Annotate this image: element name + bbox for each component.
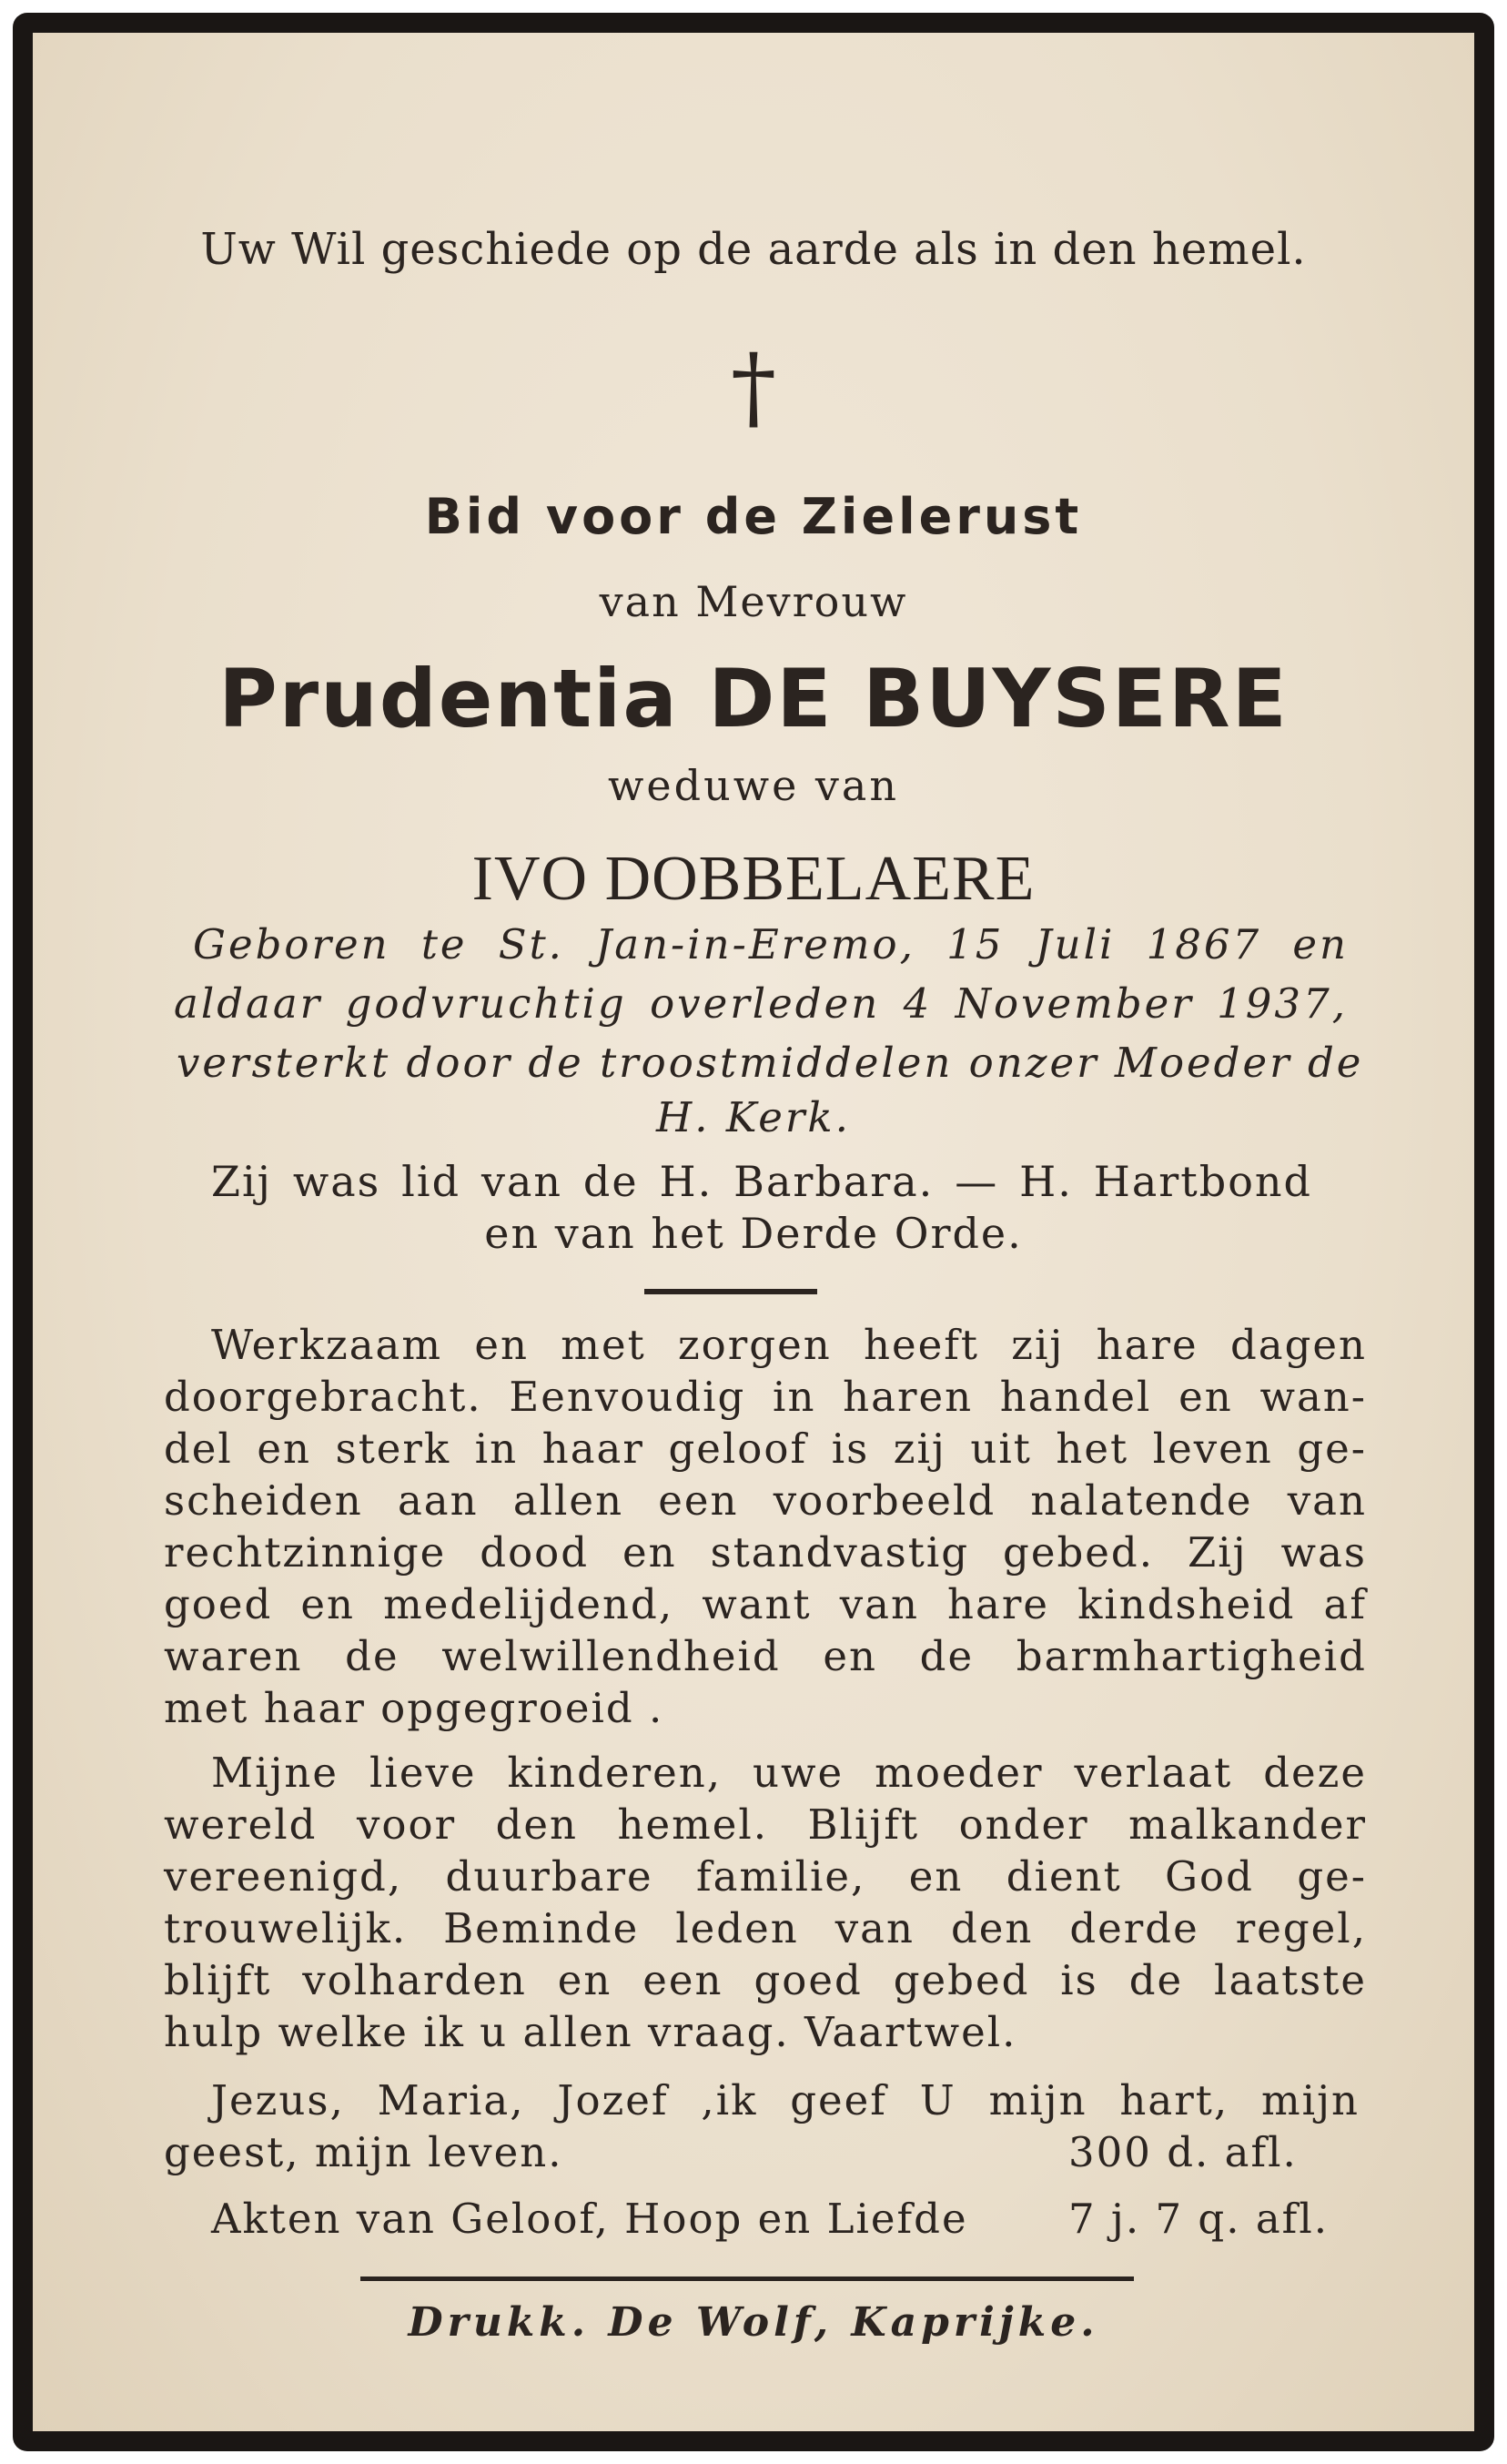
divider: [644, 1289, 817, 1294]
card-paper: [33, 33, 1474, 2431]
indulgence: 7 j. 7 q. afl.: [1068, 2195, 1330, 2243]
indulgence: 300 d. afl.: [1068, 2128, 1298, 2176]
birth-death-line: H. Kerk.: [656, 1093, 851, 1141]
paragraph-line: rechtzinnige dood en standvastig gebed. Zij was: [164, 1528, 1367, 1577]
prayer-line: geest, mijn leven.: [164, 2128, 563, 2176]
paragraph-line: blijft volharden en een goed gebed is de laatste: [164, 1956, 1367, 2004]
motto: Uw Wil geschiede op de aarde als in den hemel.: [200, 224, 1307, 275]
paragraph-line: scheiden aan allen een voorbeeld nalatende van: [164, 1476, 1367, 1525]
paragraph-line: vereenigd, duurbare familie, en dient God ge-: [164, 1852, 1367, 1901]
paragraph-line: wereld voor den hemel. Blijft onder malkander: [164, 1800, 1367, 1849]
paragraph-line: waren de welwillendheid en de barmhartigheid: [164, 1632, 1367, 1680]
paragraph-line: met haar opgegroeid .: [164, 1684, 664, 1732]
membership-line: Zij was lid van de H. Barbara. — H. Hartbond: [211, 1157, 1312, 1206]
husband-name: IVO DOBBELAERE: [471, 844, 1036, 914]
divider: [360, 2276, 1134, 2281]
paragraph-line: hulp welke ik u allen vraag. Vaartwel.: [164, 2008, 1017, 2056]
widow-of: weduwe van: [608, 761, 899, 810]
printer-credit: Drukk. De Wolf, Kaprijke.: [408, 2299, 1099, 2346]
paragraph-line: trouwelijk. Beminde leden van den derde regel,: [164, 1904, 1367, 1952]
paragraph-line: doorgebracht. Eenvoudig in haren handel en wan-: [164, 1373, 1367, 1421]
birth-death-line: aldaar godvruchtig overleden 4 November 1937,: [174, 979, 1348, 1028]
birth-death-line: Geboren te St. Jan-in-Eremo, 15 Juli 1867 en: [193, 920, 1349, 968]
cross-icon: †: [731, 334, 776, 441]
title-line: van Mevrouw: [599, 577, 908, 626]
paragraph-line: goed en medelijdend, want van hare kindsheid af: [164, 1580, 1367, 1628]
prayer-line: Akten van Geloof, Hoop en Liefde: [211, 2195, 968, 2243]
birth-death-line: versterkt door de troostmiddelen onzer Moeder de: [177, 1039, 1364, 1087]
prayer-heading: Bid voor de Zielerust: [424, 488, 1083, 545]
deceased-name: Prudentia DE BUYSERE: [218, 652, 1289, 745]
paragraph-line: Werkzaam en met zorgen heeft zij hare dagen: [211, 1321, 1367, 1369]
membership-line: en van het Derde Orde.: [484, 1209, 1023, 1258]
paragraph-line: Mijne lieve kinderen, uwe moeder verlaat deze: [211, 1749, 1367, 1797]
paragraph-line: del en sterk in haar geloof is zij uit het leven ge-: [164, 1425, 1367, 1473]
prayer-line: Jezus, Maria, Jozef ,ik geef U mijn hart, mijn: [211, 2076, 1360, 2124]
memorial-card: [13, 13, 1494, 2451]
